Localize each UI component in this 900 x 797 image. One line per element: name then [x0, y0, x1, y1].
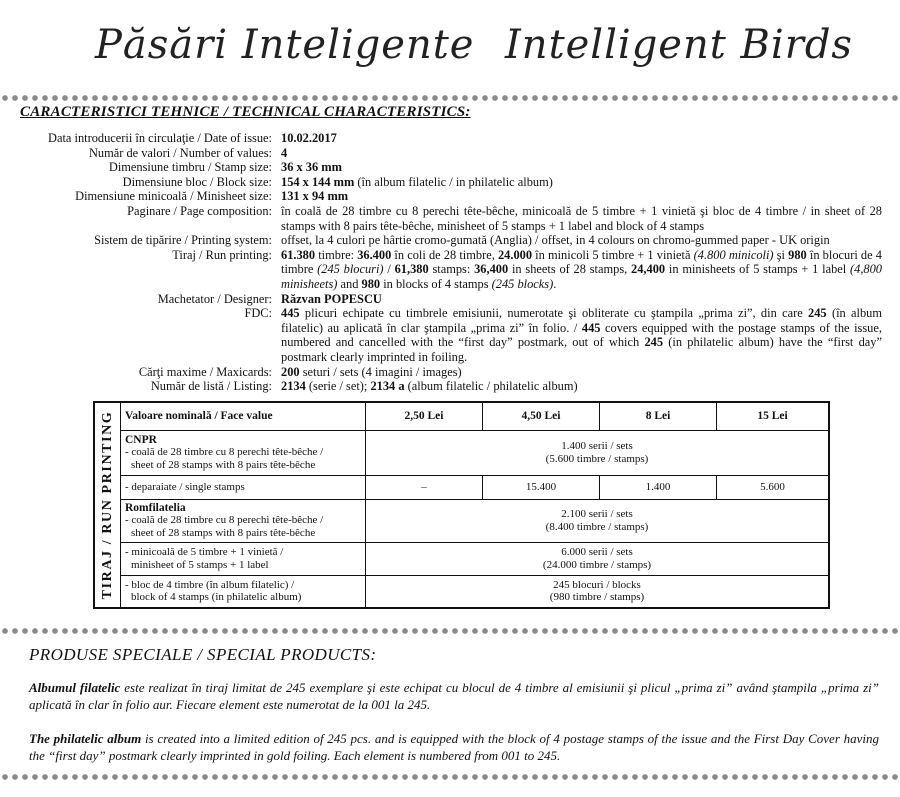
spec-row [20, 160, 882, 175]
table-row [121, 475, 829, 499]
spec-value: 61.380 timbre: 36.400 în coli de 28 timbre, 24.000 în minicoli 5 timbre + 1 vinietă (4.800 minicoli) şi 980 în blocuri de 4 timbre (245 blocuri) / 61,380 stamps: 36,400 in sheets of 28 stamps, 24,400 in minisheets of 5 stamps + 1 label (4,800 minisheets) and 980 in blocks of 4 stamps (245 blocks). [281, 247, 883, 291]
header-value-1: 2,50 Lei [366, 403, 483, 430]
spec-label: Cărţi maxime / Maxicards: [138, 364, 272, 379]
special-english-paragraph: The philatelic album is created into a limited edition of 245 pcs. and is equipped with the block of 4 postage stamps of the issue and the First Day Cover having the “first day” postmark clearly imprinted in gold foiling. Each element is numbered from 001 to 245. [29, 731, 879, 763]
spec-value: offset, la 4 culori pe hârtie cromo-gumată (Anglia) / offset, in 4 colours on chromo-gummed paper - UK origin [281, 233, 830, 248]
row-quantity: 6.000 serii / sets (24.000 timbre / stamps) [366, 542, 829, 575]
table-row [121, 575, 829, 607]
spec-value: în coală de 28 timbre cu 8 perechi tête-bêche, minicoală de 5 timbre + 1 vinietă şi bloc de 4 timbre / in sheet of 28 stamps with 8 pairs tête-bêche, minisheet of 5 stamps + 1 label and block of 4 stamps [281, 203, 882, 233]
spec-row [20, 189, 882, 204]
page-title [0, 22, 900, 82]
row-description: Romfilatelia - coală de 28 timbre cu 8 perechi tête-bêche / sheet of 28 stamps with 8 pairs tête-bêche [121, 499, 366, 542]
row-description: CNPR - coală de 28 timbre cu 8 perechi tête-bêche / sheet of 28 stamps with 8 pairs tête-bêche [121, 430, 366, 475]
row-quantity: 1.400 [600, 475, 717, 499]
spec-value: 36 x 36 mm [281, 160, 342, 175]
row-quantity: – [366, 475, 483, 499]
table-row [121, 430, 829, 475]
title-romanian: Păsări Inteligente [95, 22, 475, 68]
spec-label: Paginare / Page composition: [127, 203, 272, 218]
spec-value: Răzvan POPESCU [281, 291, 382, 306]
spec-label: Dimensiune timbru / Stamp size: [108, 160, 272, 175]
spec-label: FDC: [244, 306, 272, 321]
spec-value: 200 seturi / sets (4 imagini / images) [281, 364, 462, 379]
spec-row [20, 379, 882, 394]
header-face-value: Valoare nominală / Face value [121, 403, 366, 430]
spec-label: Dimensiune minicoală / Minisheet size: [75, 189, 272, 204]
row-quantity: 1.400 serii / sets (5.600 timbre / stamps) [366, 430, 829, 475]
header-value-3: 8 Lei [600, 403, 717, 430]
spec-row [20, 131, 882, 146]
table-row [121, 499, 829, 542]
row-description: - bloc de 4 timbre (în album filatelic) / block of 4 stamps (in philatelic album) [121, 575, 366, 607]
row-quantity: 5.600 [717, 475, 829, 499]
spec-label: Data introducerii în circulaţie / Date of issue: [48, 131, 272, 145]
spec-row [20, 204, 882, 233]
spec-value: 445 plicuri echipate cu timbrele emisiunii, numerotate şi obliterate cu ştampila „prima zi”, din care 245 (în album filatelic) au aplicată în clar ştampila „prima zi” în folio. / 445 covers equipped with the postage stamps of the issue, numbered and cancelled with the “first day” postmark, out of which 245 (in philatelic album) have the “first day” postmark clearly imprinted in foiling. [281, 306, 882, 364]
spec-value: 2134 (serie / set); 2134 a (album filatelic / philatelic album) [281, 379, 578, 394]
spec-row [20, 365, 882, 380]
row-quantity: 15.400 [483, 475, 600, 499]
header-value-2: 4,50 Lei [483, 403, 600, 430]
dotted-divider [0, 627, 900, 635]
spec-label: Machetator / Designer: [157, 291, 272, 306]
spec-label: Număr de listă / Listing: [150, 379, 272, 394]
spec-row [20, 248, 882, 292]
spec-value: 154 x 144 mm (în album filatelic / in philatelic album) [281, 174, 553, 189]
spec-row [20, 306, 882, 364]
spec-row [20, 175, 882, 190]
title-english: Intelligent Birds [505, 22, 853, 68]
spec-value: 131 x 94 mm [281, 189, 349, 204]
spec-label: Sistem de tipărire / Printing system: [94, 233, 272, 248]
table-header-row [121, 403, 829, 430]
header-value-4: 15 Lei [717, 403, 829, 430]
run-printing-table [93, 401, 830, 609]
dotted-divider [0, 773, 900, 781]
spec-label: Tiraj / Run printing: [172, 247, 272, 262]
dotted-divider [0, 94, 900, 102]
table-row [121, 542, 829, 575]
row-quantity: 245 blocuri / blocks (980 timbre / stamps) [366, 575, 829, 607]
row-description: - minicoală de 5 timbre + 1 vinietă / minisheet of 5 stamps + 1 label [121, 542, 366, 575]
spec-value: 4 [281, 145, 288, 160]
special-products-heading: PRODUSE SPECIALE / SPECIAL PRODUCTS: [29, 645, 377, 664]
run-printing-side-label: TIRAJ / RUN PRINTING [95, 403, 121, 607]
spec-row [20, 146, 882, 161]
row-description: - deparaiate / single stamps [121, 475, 366, 499]
spec-row [20, 292, 882, 307]
spec-row [20, 233, 882, 248]
special-romanian-paragraph: Albumul filatelic este realizat în tiraj limitat de 245 exemplare şi este echipat cu blocul de 4 timbre al emisiunii şi plicul „prima zi” având ştampila „prima zi” aplicată în clar în folio aur. Fiecare element este numerotat de la 001 la 245. [29, 680, 879, 712]
technical-specs [20, 131, 882, 394]
row-quantity: 2.100 serii / sets (8.400 timbre / stamps) [366, 499, 829, 542]
spec-label: Număr de valori / Number of values: [88, 145, 272, 160]
spec-label: Dimensiune bloc / Block size: [122, 174, 272, 189]
technical-heading: CARACTERISTICI TEHNICE / TECHNICAL CHARACTERISTICS: [20, 104, 471, 120]
spec-value: 10.02.2017 [281, 131, 337, 145]
